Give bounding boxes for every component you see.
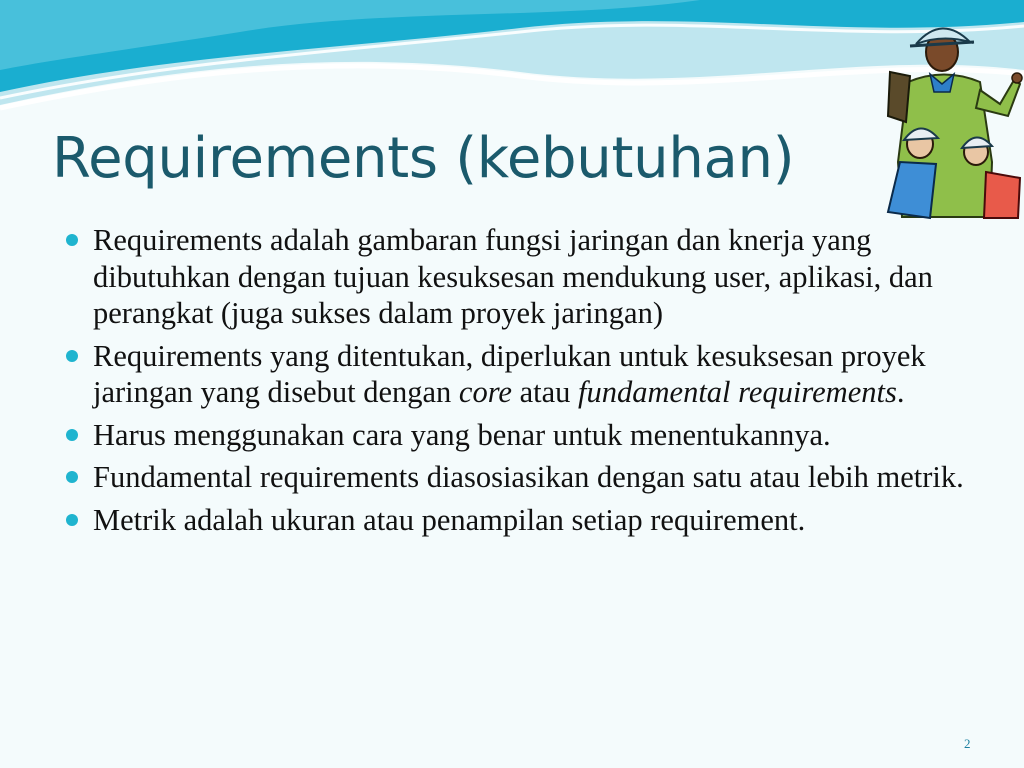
emphasis-core: core [458, 375, 512, 409]
bullet-item [64, 502, 984, 539]
bullet-text: Requirements yang ditentukan, diperlukan untuk kesuksesan proyek jaringan yang disebut dengan [93, 338, 926, 409]
bullet-dot-icon [66, 429, 78, 441]
bullet-text: Requirements adalah gambaran fungsi jaringan dan knerja yang dibutuhkan dengan tujuan kesuksesan mendukung user, aplikasi, dan perangkat (juga sukses dalam proyek jaringan) [93, 223, 933, 330]
slide-number: 2 [964, 736, 971, 751]
bullet-text: Harus menggunakan cara yang benar untuk menentukannya. [93, 417, 831, 452]
bullet-text: atau [511, 375, 579, 409]
bullet-text: . [896, 375, 905, 409]
bullet-dot-icon [66, 350, 78, 362]
slide-title: Requirements (kebutuhan) [52, 126, 795, 191]
bullet-item [64, 338, 984, 411]
bullet-item [64, 459, 984, 496]
bullet-list [64, 222, 984, 544]
bullet-dot-icon [66, 234, 78, 246]
bullet-dot-icon [66, 514, 78, 526]
bullet-item [64, 417, 984, 454]
explorer-guide-with-children-clipart [880, 12, 1024, 222]
bullet-text: Metrik adalah ukuran atau penampilan setiap requirement. [93, 502, 806, 537]
bullet-item [64, 222, 984, 332]
bullet-text: Fundamental requirements diasosiasikan dengan satu atau lebih metrik. [93, 460, 964, 494]
header-wave-decoration [0, 0, 1024, 130]
bullet-dot-icon [66, 471, 78, 483]
emphasis-fundamental-requirements: fundamental requirements [578, 375, 897, 409]
